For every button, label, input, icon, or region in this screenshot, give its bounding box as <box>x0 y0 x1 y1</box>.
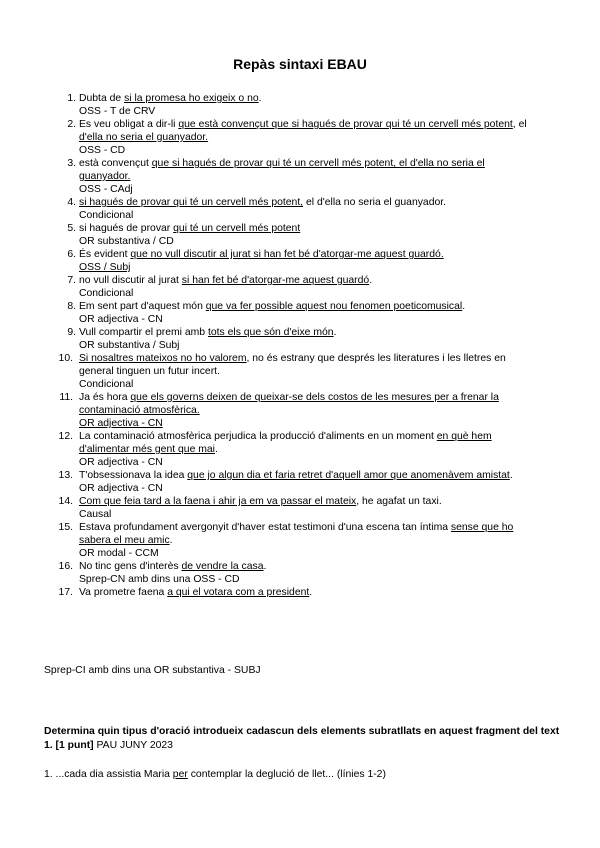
list-item <box>58 352 556 391</box>
list-item <box>67 300 556 326</box>
underlined-fragment: si han fet bé d'atorgar-me aquest guardó <box>181 275 370 286</box>
underlined-fragment: qui té un cervell més potent <box>173 223 301 234</box>
list-item <box>58 521 556 560</box>
sentence-line <box>79 521 556 534</box>
sentence-line <box>79 586 556 599</box>
item-number: 15. <box>58 522 73 533</box>
sentence-text: si hagués de provar <box>79 223 174 234</box>
sentence-text: . <box>169 535 173 546</box>
item-17-answer: Sprep-CI amb dins una OR substantiva - SUBJ <box>44 665 261 676</box>
sentence-line <box>79 274 556 287</box>
list-item <box>58 430 556 469</box>
underlined-fragment: Com que feia tard a la faena i ahir ja em va passar el mateix <box>79 496 357 507</box>
sentence-line <box>79 391 556 404</box>
underlined-fragment: que els governs deixen de queixar-se dels costos de les mesures per a frenar la <box>130 392 499 403</box>
exercise-list <box>0 92 600 599</box>
sentence-text: La contaminació atmosfèrica perjudica la producció d'aliments en un moment <box>79 431 437 442</box>
item-answer: OR substantiva / CD <box>79 236 174 247</box>
item-answer: OSS - T de CRV <box>79 106 156 117</box>
underlined-fragment: sabera el meu amic <box>79 535 170 546</box>
sentence-line <box>79 495 556 508</box>
sentence-text: . <box>214 444 218 455</box>
sentence-line <box>79 365 556 378</box>
sentence-text: Es veu obligat a dir-li <box>79 119 179 130</box>
sentence-line <box>79 430 556 443</box>
sentence-text: . <box>462 301 466 312</box>
sentence-text: És evident <box>79 249 131 260</box>
underlined-fragment: contaminació atmosfèrica. <box>79 405 200 416</box>
sentence-text: Vull compartir el premi amb <box>79 327 208 338</box>
item-number: 6. <box>67 249 76 260</box>
item-answer: OR adjectiva - CN <box>79 457 163 468</box>
sentence-line <box>79 404 556 417</box>
sentence-line <box>79 248 556 261</box>
underlined-fragment: d'alimentar més gent que mai <box>79 444 215 455</box>
item-answer: Causal <box>79 509 112 520</box>
item-answer: OR substantiva / Subj <box>79 340 180 351</box>
exercise-instruction <box>44 725 564 753</box>
item-answer: OR adjectiva - CN <box>79 483 163 494</box>
sentence-text: . <box>263 561 267 572</box>
sentence-line <box>79 118 556 131</box>
sentence-text: No tinc gens d'interès <box>79 561 182 572</box>
list-item <box>67 222 556 248</box>
list-item <box>67 118 556 157</box>
underlined-fragment: si la promesa ho exigeix o no <box>124 93 259 104</box>
underlined-fragment: sense que ho <box>450 522 514 533</box>
sentence-line <box>79 326 556 339</box>
answer-text: OR adjectiva - CN <box>79 418 163 429</box>
underlined-fragment: d'ella no seria el guanyador. <box>79 132 209 143</box>
underlined-fragment: guanyador. <box>79 171 131 182</box>
item-number: 8. <box>67 301 76 312</box>
sentence-line <box>79 131 556 144</box>
item-number: 10. <box>58 353 73 364</box>
list-item <box>67 196 556 222</box>
item-answer: Sprep-CN amb dins una OSS - CD <box>79 574 240 585</box>
item-number: 9. <box>67 327 76 338</box>
item-number: 7. <box>67 275 76 286</box>
sentence-text: Estava profundament avergonyit d'haver estat testimoni d'una escena tan íntima <box>79 522 451 533</box>
sentence-text: . <box>258 93 262 104</box>
item-answer: Condicional <box>79 210 134 221</box>
question-text: 1. ...cada dia assistia Maria <box>44 769 173 780</box>
item-answer <box>79 417 556 430</box>
item-number: 12. <box>58 431 73 442</box>
item-answer: OR modal - CCM <box>79 548 159 559</box>
sentence-text: està convençut <box>79 158 152 169</box>
underlined-fragment: que no vull discutir al jurat si han fet bé d'atorgar-me aquest guardó. <box>130 249 444 260</box>
item-answer <box>79 261 556 274</box>
list-item <box>67 248 556 274</box>
list-item <box>67 157 556 196</box>
sentence-line <box>79 196 556 209</box>
underlined-fragment: que si hagués de provar qui té un cervell més potent, el d'ella no seria el <box>151 158 485 169</box>
underlined-fragment: si hagués de provar qui té un cervell més potent, <box>79 197 304 208</box>
sentence-line <box>79 170 556 183</box>
sentence-line <box>79 157 556 170</box>
list-item <box>58 560 556 586</box>
list-item <box>67 92 556 118</box>
item-number: 5. <box>67 223 76 234</box>
question-1 <box>44 768 386 781</box>
sentence-text: . <box>509 470 513 481</box>
sentence-text: , el <box>512 119 527 130</box>
question-text: contemplar la deglució de llet... (línies 1-2) <box>187 769 386 780</box>
sentence-line <box>79 352 556 365</box>
sentence-text: . <box>369 275 373 286</box>
sentence-text: , he agafat un taxi. <box>356 496 442 507</box>
underlined-fragment: a qui el votara com a president <box>167 587 310 598</box>
item-number: 4. <box>67 197 76 208</box>
instruction-text: Determina quin tipus d'oració introdueix cadascun dels elements subratllats en aquest fragment del text 1. [1 punt] <box>44 726 560 751</box>
item-answer: OSS - CD <box>79 145 126 156</box>
underlined-fragment: que jo algun dia et faria retret d'aquell amor que anomenàvem amistat <box>187 470 510 481</box>
list-item <box>67 326 556 352</box>
item-number: 2. <box>67 119 76 130</box>
underlined-fragment: tots els que són d'eixe món <box>207 327 334 338</box>
sentence-text: , no és estrany que després les literatures i les lletres en <box>246 353 506 364</box>
item-answer: Condicional <box>79 379 134 390</box>
item-number: 3. <box>67 158 76 169</box>
item-number: 13. <box>58 470 73 481</box>
list-item <box>58 469 556 495</box>
underlined-fragment: que va fer possible aquest nou fenomen poeticomusical <box>205 301 463 312</box>
item-answer: OR adjectiva - CN <box>79 314 163 325</box>
sentence-text: no vull discutir al jurat <box>79 275 182 286</box>
list-item <box>58 586 556 599</box>
item-number: 1. <box>67 93 76 104</box>
sentence-text: T'obsessionava la idea <box>79 470 188 481</box>
list-item <box>58 495 556 521</box>
sentence-text: . <box>333 327 337 338</box>
sentence-line <box>79 560 556 573</box>
sentence-line <box>79 92 556 105</box>
item-number: 16. <box>58 561 73 572</box>
underlined-fragment: de vendre la casa <box>181 561 264 572</box>
sentence-line <box>79 222 556 235</box>
item-number: 11. <box>59 392 73 403</box>
sentence-line <box>79 300 556 313</box>
list-item <box>67 274 556 300</box>
item-number: 17. <box>58 587 73 598</box>
answer-text: OSS / Subj <box>79 262 131 273</box>
sentence-line <box>79 469 556 482</box>
sentence-text: Em sent part d'aquest món <box>79 301 206 312</box>
page-title: Repàs sintaxi EBAU <box>233 56 367 72</box>
sentence-text: . <box>309 587 313 598</box>
sentence-text: general tinguen un futur incert. <box>79 366 220 377</box>
item-answer: Condicional <box>79 288 134 299</box>
underlined-fragment: Si nosaltres mateixos no ho valorem <box>79 353 247 364</box>
item-answer: OSS - CAdj <box>79 184 133 195</box>
sentence-text: Va prometre faena <box>79 587 168 598</box>
sentence-text: Dubta de <box>79 93 125 104</box>
underlined-fragment: per <box>172 769 188 780</box>
underlined-fragment: que està convençut que si hagués de provar qui té un cervell més potent <box>178 119 513 130</box>
underlined-fragment: en què hem <box>436 431 492 442</box>
sentence-text: el d'ella no seria el guanyador. <box>303 197 447 208</box>
sentence-line <box>79 534 556 547</box>
sentence-line <box>79 443 556 456</box>
instruction-source: PAU JUNY 2023 <box>93 740 173 751</box>
list-item <box>59 391 556 430</box>
item-number: 14. <box>58 496 73 507</box>
sentence-text: Ja és hora <box>79 392 131 403</box>
